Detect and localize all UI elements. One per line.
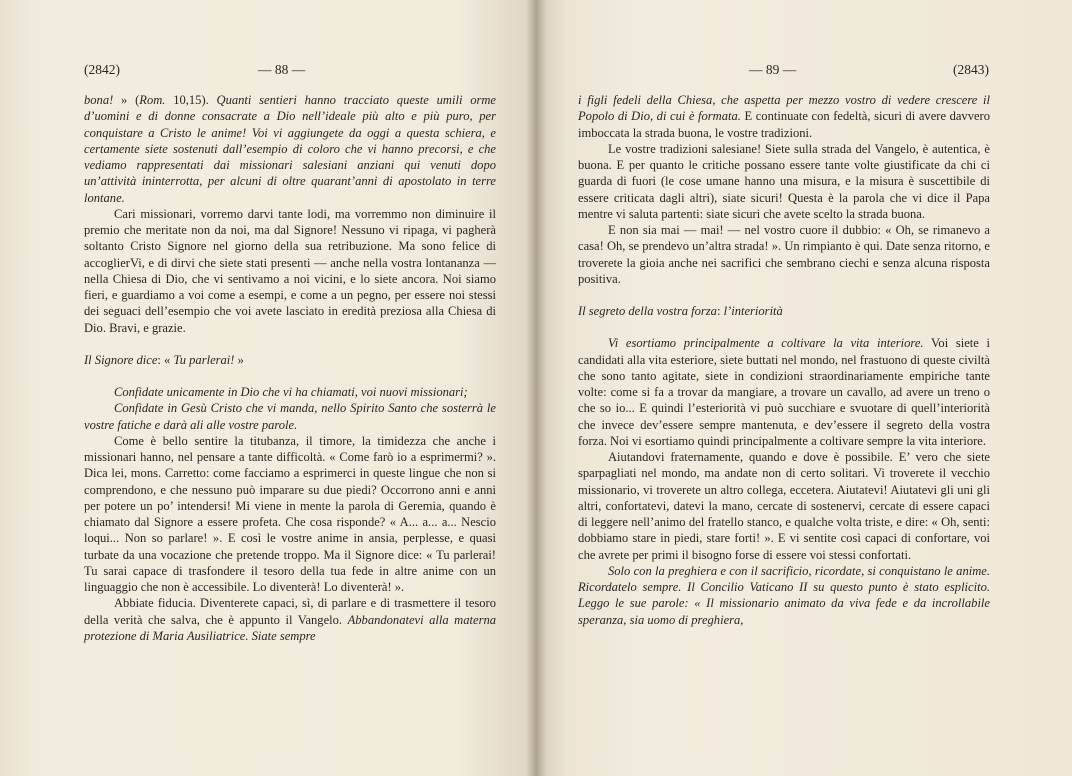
- right-page-body: [578, 92, 990, 628]
- text-run: Aiutandovi fraternamente, quando e dove è possibile. E’ vero che siete sparpagliati nel mondo, ma andate non di certo solitari. Vi troverete il vecchio missionario, vi troverete un altro collega, eccetera. Aiutatevi! Aiutatevi gli uni gli altri, confortatevi, datevi la mano, cercate di sostenervi, cercate di essere capaci di leggere nell’animo del fratello stanco, e qualche volta triste, e dire: « Oh, senti: dobbiamo stare in piedi, stare forti! ». E vi sentite così capaci di confortare, voi che avrete per primi il bisogno forse di essere voi stessi confortati.: [578, 450, 990, 562]
- paragraph: [578, 141, 990, 222]
- paragraph: [84, 92, 496, 206]
- paragraph: [84, 206, 496, 336]
- text-run: Quanti sentieri hanno tracciato queste umili orme d’uomini e di donne consacrate a Dio nell’ideale più alto e più puro, per conquistare a Cristo le anime! Voi vi aggiungete da oggi a questa schiera, e certamente siete sostenuti dall’esempio di coloro che vi hanno precorsi, e che vediamo rappresentati dai missionari salesiani anziani qui venuti dopo un’attività ininterrotta, per alcuni di oltre quarant’anni di apostolato in terre lontane.: [84, 93, 496, 205]
- text-run: Confidate unicamente in Dio che vi ha chiamati, voi nuovi missionari;: [114, 385, 468, 399]
- text-run: l’interiorità: [723, 304, 783, 318]
- section-spacer: [578, 319, 990, 335]
- section-spacer: [84, 336, 496, 352]
- book-gutter: [526, 0, 546, 776]
- text-run: Il segreto della vostra forza: [578, 304, 717, 318]
- paragraph: [578, 92, 990, 141]
- text-run: Cari missionari, vorremo darvi tante lodi, ma vorremmo non diminuire il premio che meritate non da noi, ma dal Signore! Nessuno vi ripaga, vi pagherà soltanto Cristo Signore nel giorno della sua retribuzione. Ma sono felice di accoglierVi, e di dirvi che siete stati presenti — anche nella vostra lontananza — nella Chiesa di Dio, che vi sentivamo a noi vicini, e lo siete ancora. Noi siamo fieri, e guardiamo a voi come a esempi, e come a un pegno, per essere noi stessi dei seguaci dell’esempio che voi avete lasciato in eredità preziosa alla Chiesa di Dio. Bravi, e grazie.: [84, 206, 496, 335]
- right-page-code: (2843): [953, 62, 989, 77]
- text-run: :: [716, 304, 724, 318]
- text-run: Tu parlerai!: [173, 352, 235, 367]
- section-heading: [578, 303, 990, 319]
- paragraph: [84, 400, 496, 433]
- text-run: Voi siete i candidati alla vita esteriore, siete buttati nel mondo, nel frastuono di queste civiltà che sono tanto agitate, siete in condizioni straordinariamente empiriche tante volte: come si fa a trovar da mangiare, a trovare un cavallo, ad avere un treno o che so io... E quindi l’esteriorità vi può succhiare e svuotare di quell’interiorità che invece dev’essere sempre mantenuta, e dev’essere il segreto della vostra forza. Noi vi esortiamo quindi principalmente a coltivare sempre la vita interiore.: [578, 336, 990, 448]
- text-run: Le vostre tradizioni salesiane! Siete sulla strada del Vangelo, è autentica, è buona. E per quanto le critiche possano essere tante volte giustificate da chi ci guarda di fuori (le cose umane hanno una misura, e la misura è suscettibile di essere criticata dagli altri), siate sicuri! Questa è la parola che vi dice il Papa mentre vi saluta partenti: siate sicuri che avete scelto la strada buona.: [578, 141, 990, 221]
- section-spacer: [578, 287, 990, 303]
- paragraph: [578, 335, 990, 449]
- right-page: [536, 0, 1072, 776]
- section-heading: [84, 352, 496, 368]
- text-run: i figli fedeli della Chiesa, che aspetta per mezzo vostro di vedere crescere il Popolo di Dio, di cui è formata.: [578, 93, 990, 124]
- paragraph: [84, 595, 496, 644]
- text-run: Abbiate fiducia. Diventerete capaci, sì, di parlare e di trasmettere il tesoro della verità che salva, che è appunto il Vangelo.: [84, 596, 496, 627]
- paragraph: [578, 563, 990, 628]
- text-run: »: [234, 352, 244, 367]
- text-run: Il Signore dice: [84, 352, 158, 367]
- text-run: Solo con la preghiera e con il sacrificio, ricordate, si conquistano le anime. Ricordatelo sempre. Il Concilio Vaticano II su questo punto è stato esplicito. Leggo le sue parole: « Il missionario animato da viva fede e da incrollabile speranza, sia uomo di preghiera,: [578, 563, 990, 627]
- paragraph: [84, 433, 496, 596]
- section-spacer: [84, 368, 496, 384]
- text-run: bona!: [84, 93, 114, 107]
- text-run: Rom.: [139, 93, 166, 107]
- right-page-header: [536, 62, 1072, 80]
- text-run: » (: [113, 93, 140, 107]
- paragraph: [578, 222, 990, 287]
- left-page-header: [0, 62, 536, 80]
- text-run: Come è bello sentire la titubanza, il timore, la timidezza che anche i missionari hanno, nel pensare a tante difficoltà. « Come farò io a esprimermi? ». Dica lei, mons. Carretto: come facciamo a esprimerci in queste lingue che non si comprendono, e che nessuno può imparare su due piedi? Occorrono anni e anni per potere un po’ intendersi! Mi viene in mente la parola di Geremia, quando è chiamato dal Signore a essere profeta. Che cosa risponde? « A... a... a... Nescio loqui... Non so parlare! ». E così le vostre anime in ansia, perplesse, e quasi turbate da una vocazione che pretende troppo. Ma il Signore dice: « Tu parlerai! Tu sarai capace di trasfondere il tesoro della tua fede in altre anime con un linguaggio che non è accessibile. Lo diventerà! Lo diventerà! ».: [84, 433, 496, 594]
- left-page-number: — 88 —: [258, 62, 306, 77]
- text-run: Abbandonatevi alla materna protezione di Maria Ausiliatrice. Siate sempre: [84, 612, 497, 643]
- text-run: E non sia mai — mai! — nel vostro cuore il dubbio: « Oh, se rimanevo a casa! Oh, se prendevo un’altra strada! ». Un rimpianto è qui. Date senza ritorno, e troverete la gioia anche nei sacrifici che sembrano ciechi e senza alcuna risposta positiva.: [578, 223, 990, 286]
- text-run: Confidate in Gesù Cristo che vi manda, nello Spirito Santo che sosterrà le vostre fatiche e darà ali alle vostre parole.: [84, 401, 496, 432]
- left-page-code: (2842): [84, 62, 120, 77]
- right-page-number: — 89 —: [749, 62, 797, 77]
- paragraph: [84, 384, 496, 400]
- paragraph: [578, 449, 990, 563]
- text-run: E continuate con fedeltà, sicuri di avere davvero imboccata la strada buona, le vostre tradizioni.: [578, 109, 990, 140]
- text-run: Vi esortiamo principalmente a coltivare la vita interiore.: [608, 336, 924, 351]
- left-page-body: [84, 92, 496, 644]
- text-run: : «: [157, 352, 174, 367]
- text-run: 10,15).: [165, 93, 217, 107]
